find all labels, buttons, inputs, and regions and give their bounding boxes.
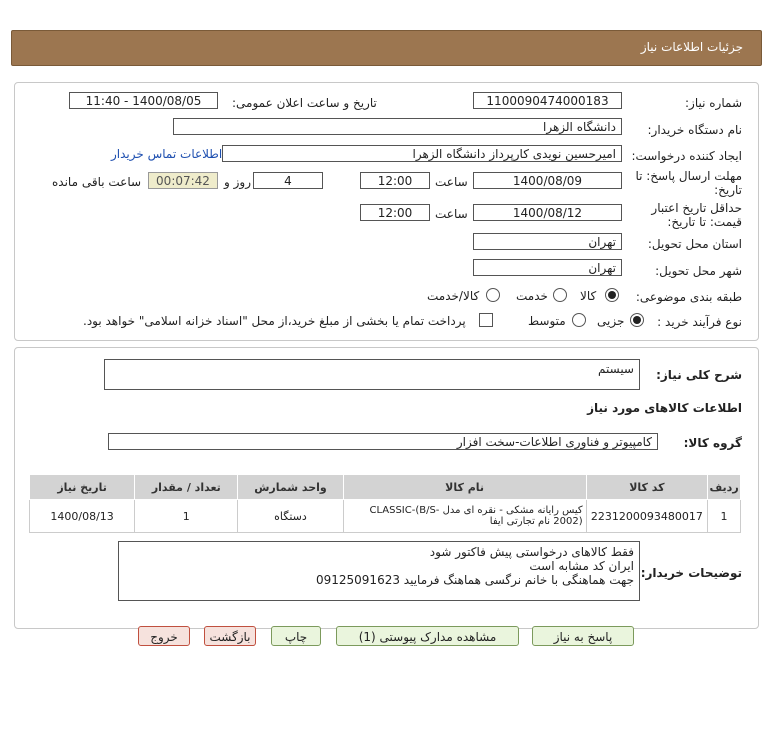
treasury-payment-note: پرداخت تمام یا بخشی از مبلغ خرید،از محل "اسناد خزانه اسلامی" خواهد بود. (83, 314, 466, 328)
deadline-date-field: 1400/08/09 (473, 172, 622, 189)
category-radio-goods[interactable] (605, 288, 619, 302)
cell-date: 1400/08/13 (30, 500, 135, 533)
exit-button[interactable]: خروج (138, 626, 190, 646)
deadline-time-label: ساعت (435, 175, 468, 189)
category-option-goods: کالا (580, 289, 597, 303)
category-option-service: خدمت (516, 289, 548, 303)
announce-label: تاریخ و ساعت اعلان عمومی: (232, 96, 377, 110)
deadline-label: مهلت ارسال پاسخ: تا (635, 169, 742, 183)
table-header-row (30, 475, 741, 500)
col-row: ردیف (708, 475, 741, 500)
province-field: تهران (473, 233, 622, 250)
city-field: تهران (473, 259, 622, 276)
need-number-field: 1100090474000183 (473, 92, 622, 109)
cell-unit: دستگاه (238, 500, 343, 533)
remaining-time-field: 00:07:42 (148, 172, 218, 189)
category-label: طبقه بندی موضوعی: (635, 290, 742, 304)
category-option-goods-service: کالا/خدمت (427, 289, 480, 303)
buyer-notes-field (118, 541, 640, 601)
deadline-time-field: 12:00 (360, 172, 430, 189)
goods-group-field: کامپیوتر و فناوری اطلاعات-سخت افزار (108, 433, 658, 450)
page-header (11, 30, 762, 66)
remaining-label: ساعت باقی مانده (52, 175, 142, 189)
print-button[interactable]: چاپ (271, 626, 321, 646)
need-number-label: شماره نیاز: (685, 96, 742, 110)
announce-field: 1400/08/05 - 11:40 (69, 92, 218, 109)
process-option-medium: متوسط (528, 314, 566, 328)
buyer-org-label: نام دستگاه خریدار: (647, 123, 742, 137)
city-label: شهر محل تحویل: (655, 264, 742, 278)
validity-label: حداقل تاریخ اعتبار (651, 201, 742, 215)
province-label: استان محل تحویل: (647, 237, 742, 251)
col-qty: تعداد / مقدار (135, 475, 238, 500)
cell-row: 1 (708, 500, 741, 533)
process-radio-medium[interactable] (572, 313, 586, 327)
col-name: نام کالا (343, 475, 586, 500)
goods-table (29, 474, 741, 533)
goods-group-label: گروه کالا: (683, 436, 742, 450)
process-option-minor: جزیی (597, 314, 625, 328)
col-unit: واحد شمارش (238, 475, 343, 500)
cell-name: کیس رایانه مشکی - نقره ای مدل CLASSIC-(B/S-2002) نام تجارتی ایفا (343, 500, 586, 533)
days-remaining-field: 4 (253, 172, 323, 189)
buyer-note-line: فقط کالاهای درخواستی پیش فاکتور شود (429, 545, 634, 559)
validity-time-label: ساعت (435, 207, 468, 221)
days-label: روز و (224, 175, 251, 189)
process-radio-minor[interactable] (630, 313, 644, 327)
requester-label: ایجاد کننده درخواست: (631, 149, 742, 163)
process-label: نوع فرآیند خرید : (657, 315, 742, 329)
page-title: جزئیات اطلاعات نیاز (640, 40, 743, 54)
cell-qty: 1 (135, 500, 238, 533)
cell-code: 2231200093480017 (586, 500, 708, 533)
buyer-org-field: دانشگاه الزهرا (173, 118, 622, 135)
treasury-payment-checkbox[interactable] (479, 313, 493, 327)
back-button[interactable]: بازگشت (204, 626, 256, 646)
buyer-note-line: ایران کد مشابه است (529, 559, 634, 573)
contact-info-link[interactable]: اطلاعات تماس خریدار (111, 147, 223, 161)
validity-label-2: قیمت: تا تاریخ: (667, 215, 742, 229)
category-radio-goods-service[interactable] (486, 288, 500, 302)
validity-time-field: 12:00 (360, 204, 430, 221)
buyer-note-line: جهت هماهنگی با خانم نرگسی هماهنگ فرمایید 09125091623 (315, 573, 634, 587)
category-radio-service[interactable] (553, 288, 567, 302)
deadline-label-2: تاریخ: (714, 183, 742, 197)
attachments-button[interactable]: مشاهده مدارک پیوستی (1) (336, 626, 519, 646)
reply-button[interactable]: پاسخ به نیاز (532, 626, 634, 646)
buyer-notes-label: توضیحات خریدار: (640, 566, 742, 580)
col-date: تاریخ نیاز (30, 475, 135, 500)
summary-label: شرح کلی نیاز: (656, 368, 742, 382)
table-row (30, 500, 741, 533)
validity-date-field: 1400/08/12 (473, 204, 622, 221)
col-code: کد کالا (586, 475, 708, 500)
requester-field: امیرحسین نویدی کارپرداز دانشگاه الزهرا (222, 145, 622, 162)
goods-info-heading: اطلاعات کالاهای مورد نیاز (587, 401, 742, 415)
summary-field: سیستم (104, 359, 640, 390)
